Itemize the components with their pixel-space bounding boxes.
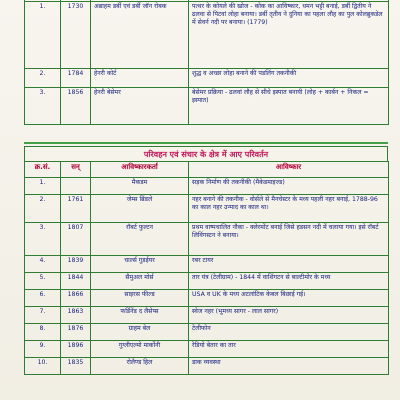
cell-inventor: अब्राहम डर्बी एवं डर्बी जॉन रोबक bbox=[91, 2, 189, 69]
cell-serial: 1. bbox=[25, 2, 61, 69]
cell-year: 1839 bbox=[61, 256, 91, 273]
cell-invention: सड़क निर्माण की तकनीकी (मैकेडमाइज्ड) bbox=[189, 178, 389, 195]
cell-inventor: चार्ल्स गुडईयर bbox=[91, 256, 189, 273]
table-row bbox=[25, 290, 389, 307]
cell-invention: पत्थर के कोयले की खोज - कोक का आविष्कार, धमन भट्टी बनाई, डर्बी द्वितीय ने ढलवा से पिटवां लोहा बनाया। डर्बी तृतीय ने दुनिया का पहला लौह का पुल कोलब्रुकडेल में सेवर्न नदी पर बनाया। (1779) bbox=[189, 2, 389, 69]
cell-invention: तार यंत्र (टेलीग्राम) - 1844 में वाशिंगटन से बाल्टीमोर के मध्य bbox=[189, 273, 389, 290]
cell-inventor: गुग्लीएल्मो मार्कोनी bbox=[91, 341, 189, 358]
header-invention: आविष्कार bbox=[189, 162, 389, 178]
table-row bbox=[25, 178, 389, 195]
cell-serial: 4. bbox=[25, 256, 61, 273]
cell-invention: नहर बनाने की तकनीक - वोर्सले से मैनचेस्टर के मध्य पहली नहर बनाई, 1788-96 का काल नहर उन्माद का काल था। bbox=[189, 195, 389, 223]
cell-serial: 1. bbox=[25, 178, 61, 195]
cell-serial: 3. bbox=[25, 88, 61, 125]
table-row bbox=[25, 358, 389, 375]
table-row bbox=[25, 88, 389, 125]
cell-year: 1835 bbox=[61, 358, 91, 375]
cell-inventor: ग्राहम बेल bbox=[91, 324, 189, 341]
table-row bbox=[25, 324, 389, 341]
cell-inventor: जेम्स ब्रिंडले bbox=[91, 195, 189, 223]
cell-year: 1856 bbox=[61, 88, 91, 125]
header-serial: क्र.सं. bbox=[25, 162, 61, 178]
cell-year: 1863 bbox=[61, 307, 91, 324]
cell-serial: 7. bbox=[25, 307, 61, 324]
cell-serial: 2. bbox=[25, 195, 61, 223]
cell-year bbox=[61, 178, 91, 195]
cell-invention: स्वेज नहर (भूमध्य सागर - लाल सागर) bbox=[189, 307, 389, 324]
table-row bbox=[25, 273, 389, 290]
cell-year: 1784 bbox=[61, 69, 91, 88]
cell-invention: रबर टायर bbox=[189, 256, 389, 273]
cell-invention: प्रथम वाष्पचालित नौका - क्लेरमोंट बनाई जिसे हडसन नदी में चलाया गया। इसे रॉबर्ट लिविंगस्टन ने बनाया। bbox=[189, 223, 389, 256]
transport-section-title: परिवहन एवं संचार के क्षेत्र में आए परिवर्तन bbox=[24, 146, 388, 161]
cell-inventor: रोलैण्ड हिल bbox=[91, 358, 189, 375]
cell-year: 1761 bbox=[61, 195, 91, 223]
cell-year: 1896 bbox=[61, 341, 91, 358]
section-divider bbox=[24, 142, 388, 144]
table-row bbox=[25, 307, 389, 324]
cell-invention: शुद्ध व अच्छा लोहा बनाने की पडलिंग तकनीकी bbox=[189, 69, 389, 88]
cell-invention: रेडियो बेतार का तार bbox=[189, 341, 389, 358]
transport-inventions-table bbox=[24, 161, 389, 375]
table-row bbox=[25, 2, 389, 69]
table-row bbox=[25, 195, 389, 223]
table-row bbox=[25, 69, 389, 88]
cell-serial: 6. bbox=[25, 290, 61, 307]
cell-invention: USA व UK के मध्य अटलांटिक केबल बिछाई गई। bbox=[189, 290, 389, 307]
industry-inventions-table bbox=[24, 0, 389, 125]
cell-inventor: फर्डिनेंड द लैसेप्स bbox=[91, 307, 189, 324]
table-row bbox=[25, 341, 389, 358]
cell-year: 1844 bbox=[61, 273, 91, 290]
cell-serial: 9. bbox=[25, 341, 61, 358]
header-inventor: आविष्कारकर्ता bbox=[91, 162, 189, 178]
table-row bbox=[25, 223, 389, 256]
header-year: सन् bbox=[61, 162, 91, 178]
cell-invention: टेलीफोन bbox=[189, 324, 389, 341]
cell-invention: बेसेमर प्रक्रिया - ढलवां लौह से सीधे इस्पात बनायी (लोह + कार्बन + निकल = इस्पात) bbox=[189, 88, 389, 125]
cell-inventor: मैकडम bbox=[91, 178, 189, 195]
cell-inventor: हेनरी कोर्ट bbox=[91, 69, 189, 88]
cell-year: 1807 bbox=[61, 223, 91, 256]
table-header-row bbox=[25, 162, 389, 178]
cell-inventor: रॉबर्ट फुल्टन bbox=[91, 223, 189, 256]
table-row bbox=[25, 256, 389, 273]
cell-inventor: सैमुअल मोर्स bbox=[91, 273, 189, 290]
cell-serial: 10. bbox=[25, 358, 61, 375]
cell-serial: 8. bbox=[25, 324, 61, 341]
cell-invention: डाक व्यवस्था bbox=[189, 358, 389, 375]
cell-serial: 3. bbox=[25, 223, 61, 256]
cell-year: 1876 bbox=[61, 324, 91, 341]
cell-inventor: हेनरी बेसेमर bbox=[91, 88, 189, 125]
cell-inventor: साइरस फील्ड bbox=[91, 290, 189, 307]
cell-year: 1866 bbox=[61, 290, 91, 307]
cell-serial: 5. bbox=[25, 273, 61, 290]
cell-year: 1730 bbox=[61, 2, 91, 69]
cell-serial: 2. bbox=[25, 69, 61, 88]
